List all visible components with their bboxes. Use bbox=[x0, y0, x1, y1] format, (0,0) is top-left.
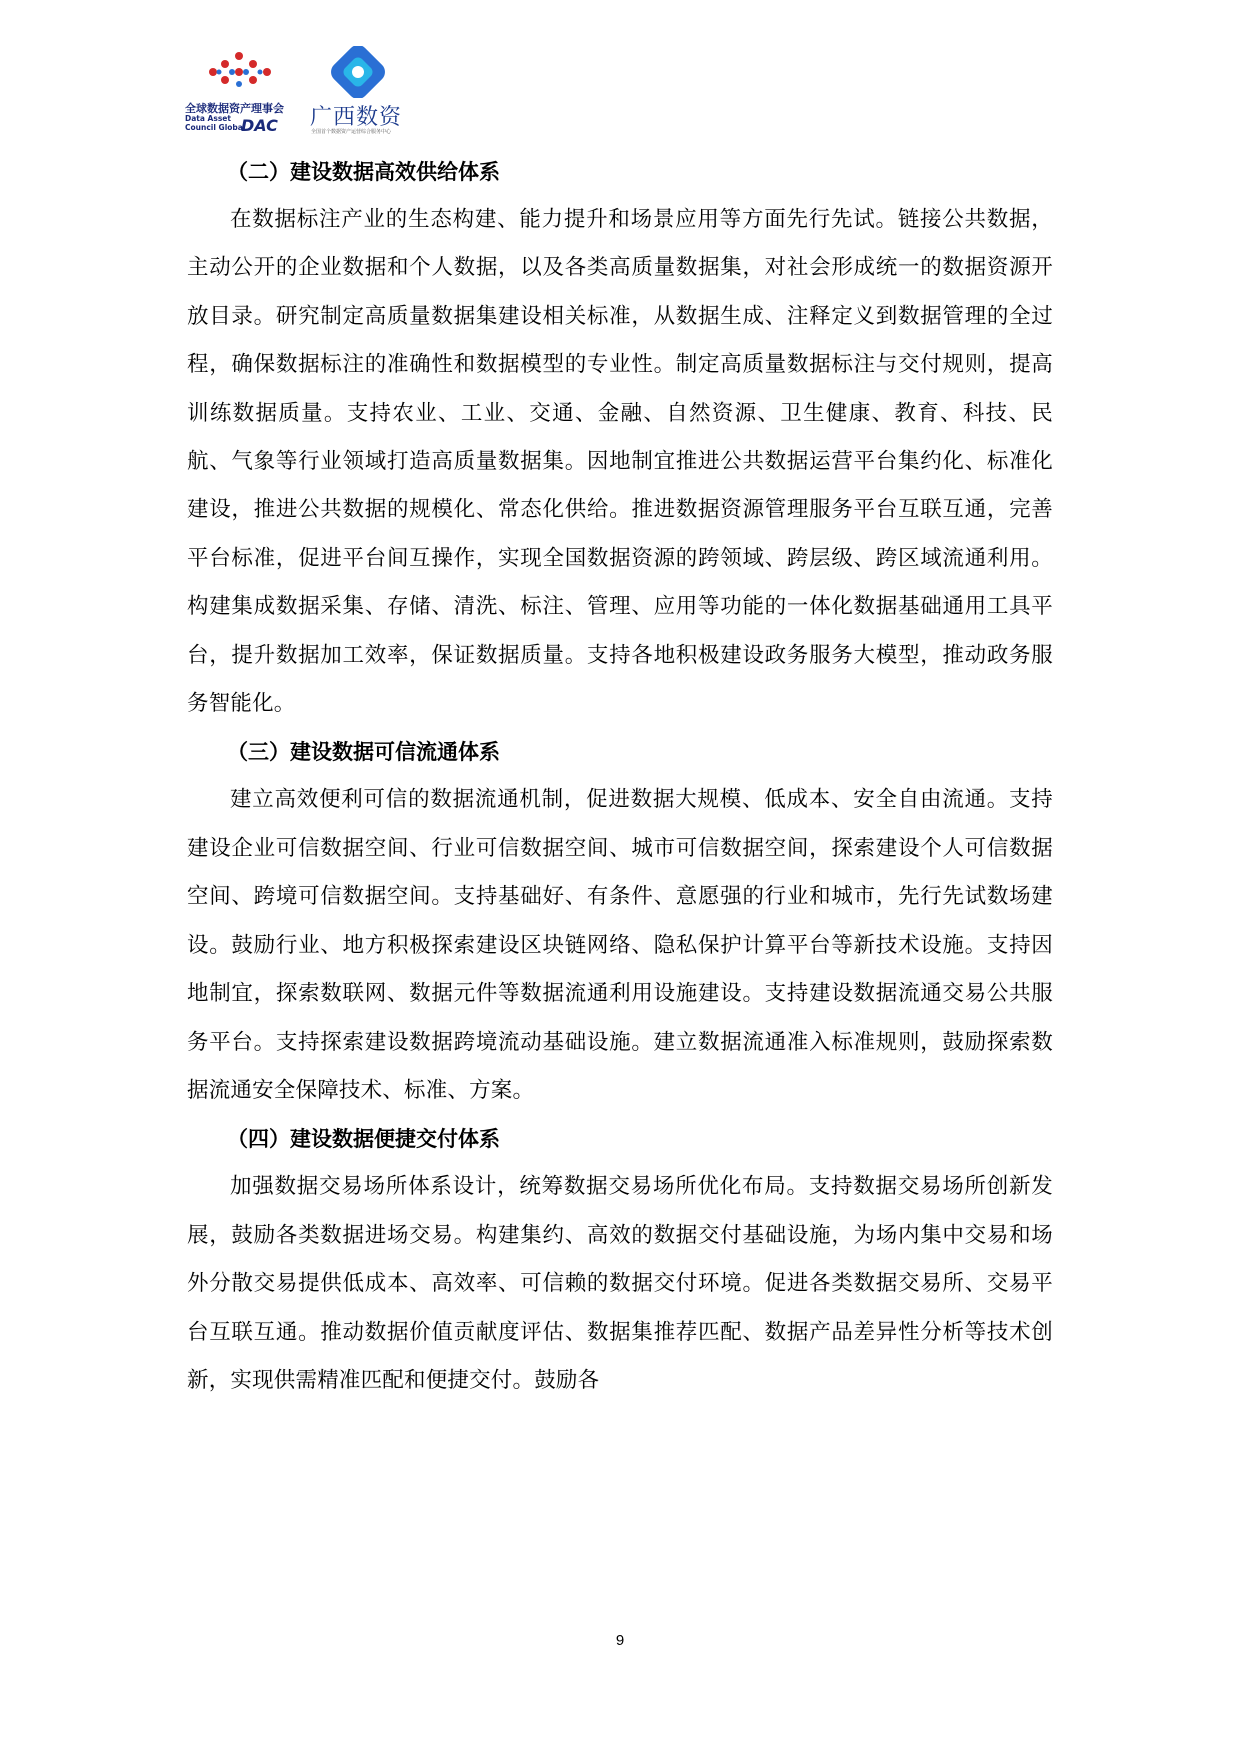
section-heading: （四）建设数据便捷交付体系 bbox=[227, 1127, 500, 1152]
gx-tagline: 全国首个数据资产运营综合服务中心 bbox=[311, 129, 392, 135]
document-body bbox=[187, 148, 1053, 1405]
page-number: 9 bbox=[615, 1632, 625, 1649]
section-heading: （三）建设数据可信流通体系 bbox=[227, 740, 500, 765]
dac-dots-icon bbox=[205, 50, 275, 90]
section-heading: （二）建设数据高效供给体系 bbox=[227, 160, 500, 184]
section-paragraph: 在数据标注产业的生态构建、能力提升和场景应用等方面先行先试。链接公共数据，主动公开的企业数据和个人数据，以及各类高质量数据集，对社会形成统一的数据资源开放目录。研究制定高质量数据集建设相关标准，从数据生成、注释定义到数据管理的全过程，确保数据标注的准确性和数据模型的专业性。制定高质量数据标注与交付规则，提高训练数据质量。支持农业、工业、交通、金融、自然资源、卫生健康、教育、科技、民航、气象等行业领域打造高质量数据集。因地制宜推进公共数据运营平台集约化、标准化建设，推进公共数据的规模化、常态化供给。推进数据资源管理服务平台互联互通，完善平台标准，促进平台间互操作，实现全国数据资源的跨领域、跨层级、跨区域流通利用。构建集成数据采集、存储、清洗、标注、管理、应用等功能的一体化数据基础通用工具平台，提升数据加工效率，保证数据质量。支持各地积极建设政务服务大模型，推动政务服务智能化。 bbox=[187, 207, 1053, 717]
section-paragraph: 加强数据交易场所体系设计，统筹数据交易场所优化布局。支持数据交易场所创新发展，鼓励各类数据进场交易。构建集约、高效的数据交付基础设施，为场内集中交易和场外分散交易提供低成本、高效率、可信赖的数据交付环境。促进各类数据交易所、交易平台互联互通。推动数据价值贡献度评估、数据集推荐匹配、数据产品差异性分析等技术创新，实现供需精准匹配和便捷交付。鼓励各 bbox=[187, 1174, 1053, 1393]
dac-logo bbox=[185, 42, 295, 140]
page-header bbox=[185, 42, 425, 142]
guangxi-shuzi-logo bbox=[310, 42, 425, 140]
dac-name-cn: 全球数据资产理事会 bbox=[185, 102, 284, 115]
gx-logo-mark-icon bbox=[330, 46, 386, 98]
dac-name-en: Data Asset Council Global bbox=[185, 114, 246, 132]
dac-mark: DAC bbox=[241, 116, 278, 135]
section-paragraph: 建立高效便利可信的数据流通机制，促进数据大规模、低成本、安全自由流通。支持建设企业可信数据空间、行业可信数据空间、城市可信数据空间，探索建设个人可信数据空间、跨境可信数据空间。支持基础好、有条件、意愿强的行业和城市，先行先试数场建设。鼓励行业、地方积极探索建设区块链网络、隐私保护计算平台等新技术设施。支持因地制宜，探索数联网、数据元件等数据流通利用设施建设。支持建设数据流通交易公共服务平台。支持探索建设数据跨境流动基础设施。建立数据流通准入标准规则，鼓励探索数据流通安全保障技术、标准、方案。 bbox=[187, 787, 1053, 1103]
gx-name: 广西数资 bbox=[310, 105, 403, 130]
